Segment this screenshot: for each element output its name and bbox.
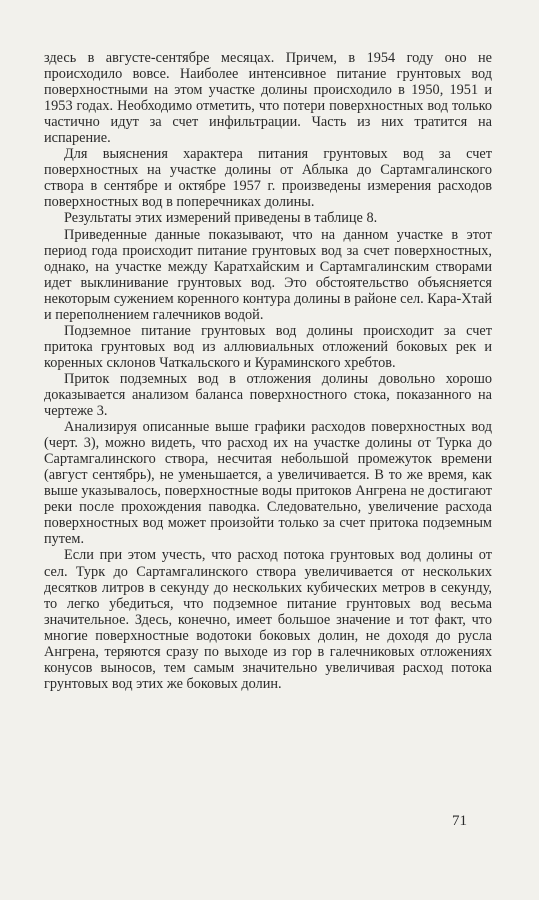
body-text — [44, 50, 492, 692]
paragraph: Приток подземных вод в отложения долины довольно хорошо доказывается анализом баланса поверхностного стока, показанного на чертеже 3. — [44, 370, 492, 420]
paragraph: Результаты этих измерений приведены в таблице 8. — [64, 210, 378, 227]
paragraph: здесь в августе-сентябре месяцах. Причем, в 1954 году оно не происходило вовсе. Наиболее интенсивное питание грунтовых вод поверхностными на этом участке долины происходило в 1950, 1951 и 1953 годах. Необходимо отметить, что потери поверхностных вод только частично идут за счет инфильтрации. Часть из них тратится на испарение. — [44, 50, 492, 147]
paragraph: Подземное питание грунтовых вод долины происходит за счет притока грунтовых вод из аллювиальных отложений боковых рек и коренных склонов Чаткальского и Кураминского хребтов. — [44, 322, 492, 371]
paragraph: Анализируя описанные выше графики расходов поверхностных вод (черт. 3), можно видеть, что расход их на участке долины от Турка до Сартамгалинского створа, несчитая небольшой промежуток времени (август сентябрь), не уменьшается, а увеличивается. В то же время, как выше указывалось, поверхностные воды притоков Ангрена не достигают реки после прохождения паводка. Следовательно, увеличение расхода поверхностных вод может произойти только за счет притока подземным путем. — [44, 419, 492, 548]
page-number: 71 — [452, 813, 467, 829]
paragraph: Приведенные данные показывают, что на данном участке в этот период года происходит питание грунтовых вод за счет поверхностных, однако, на участке между Каратхайским и Сартамгалинским створами идет выклинивание грунтовых вод. Это обстоятельство объясняется некоторым сужением коренного контура долины в районе сел. Кара-Хтай и переполнением галечников водой. — [44, 226, 492, 323]
paragraph: Если при этом учесть, что расход потока грунтовых вод долины от сел. Турк до Сартамгалинского створа увеличивается от нескольких десятков литров в секунду до нескольких кубических метров в секунду, то легко убедиться, что подземное питание грунтовых вод весьма значительное. Здесь, конечно, имеет большое значение и тот факт, что многие поверхностные водотоки боковых долин, не доходя до русла Ангрена, теряются сразу по выходе из гор в галечниковых отложениях конусов выносов, тем самым значительно увеличивая расход потока грунтовых вод этих же боковых долин. — [44, 547, 492, 692]
paragraph: Для выяснения характера питания грунтовых вод за счет поверхностных на участке долины от Аблыка до Сартамгалинского створа в сентябре и октябре 1957 г. произведены измерения расходов поверхностных вод в поперечниках долины. — [44, 146, 492, 211]
